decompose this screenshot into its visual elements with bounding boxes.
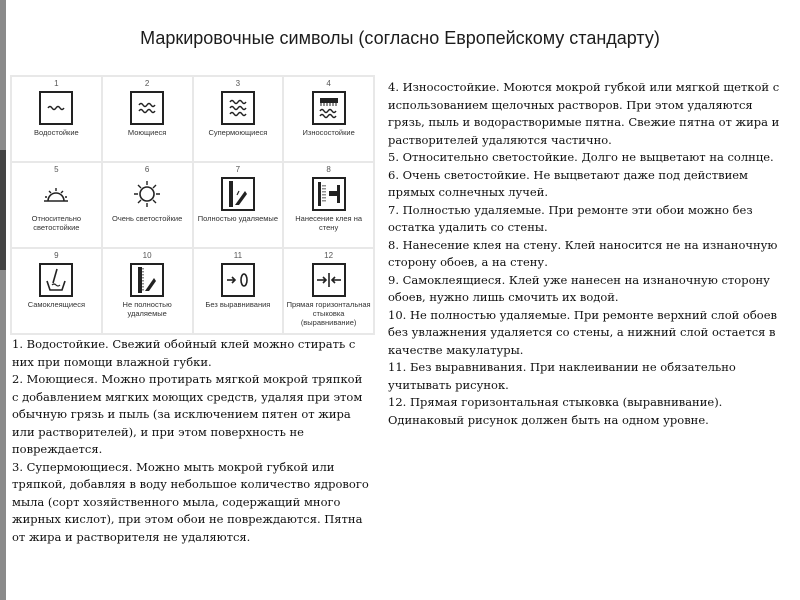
partial-peel-icon xyxy=(130,263,164,297)
symbol-number: 6 xyxy=(144,165,150,174)
symbol-number: 10 xyxy=(142,251,152,260)
symbol-number: 4 xyxy=(326,79,331,88)
symbol-cell-4 xyxy=(284,77,373,161)
symbol-number: 8 xyxy=(326,165,331,174)
symbol-label: Прямая горизонтальная стыковка (выравнивание) xyxy=(286,300,371,327)
description-item-11: 11. Без выравнивания. При наклеивании не обязательно учитывать рисунок. xyxy=(388,360,736,392)
left-description xyxy=(12,336,372,546)
symbol-label: Относительно светостойкие xyxy=(31,214,82,232)
symbol-label: Водостойкие xyxy=(34,128,79,137)
symbol-cell-2 xyxy=(103,77,192,161)
description-item-5: 5. Относительно светостойкие. Долго не выцветают на солнце. xyxy=(388,150,774,164)
description-item-3: 3. Супермоющиеся. Можно мыть мокрой губкой или тряпкой, добавляя в воду небольшое количество ядрового мыла (сорт хозяйственного мыла, содержащий много жирных кислот), при этом обои не повреждаются. Пятна от жира и растворителя не удаляются. xyxy=(12,459,369,544)
left-decorative-bar-accent xyxy=(0,150,6,270)
symbol-cell-12 xyxy=(284,249,373,333)
peel-icon xyxy=(221,177,255,211)
symbol-label: Очень светостойкие xyxy=(112,214,183,223)
symbol-cell-8 xyxy=(284,163,373,247)
brush-waves-icon xyxy=(312,91,346,125)
description-item-9: 9. Самоклеящиеся. Клей уже нанесен на изнаночную сторону обоев, нужно лишь смочить их водой. xyxy=(388,272,770,304)
symbol-label: Супермоющиеся xyxy=(208,128,268,137)
symbol-cell-3 xyxy=(194,77,283,161)
symbol-label: Полностью удаляемые xyxy=(197,214,278,223)
symbol-cell-10 xyxy=(103,249,192,333)
page-title: Маркировочные символы (согласно Европейскому стандарту) xyxy=(140,28,660,48)
symbol-label: Самоклеящиеся xyxy=(27,300,86,309)
symbol-number: 2 xyxy=(144,79,150,88)
symbol-cell-7 xyxy=(194,163,283,247)
sun-icon xyxy=(130,177,164,211)
symbol-number: 5 xyxy=(54,165,59,174)
symbol-label: Не полностью удаляемые xyxy=(122,300,172,318)
symbol-label: Нанесение клея на стену xyxy=(295,214,363,232)
half-sun-icon xyxy=(39,177,73,211)
description-item-4: 4. Износостойкие. Моются мокрой губкой или мягкой щеткой с использованием щелочных растворов. При этом удаляются грязь, пыль и водорастворимые пятна. Свежие пятна от жира и растворителей удаляются частично. xyxy=(388,80,780,147)
wave-double-icon xyxy=(130,91,164,125)
description-item-8: 8. Нанесение клея на стену. Клей наносится не на изнаночную сторону обоев, а на стену. xyxy=(388,237,778,269)
symbol-cell-9 xyxy=(12,249,101,333)
symbol-label: Без выравнивания xyxy=(205,300,271,309)
water-bath-icon xyxy=(39,263,73,297)
description-item-7: 7. Полностью удаляемые. При ремонте эти обои можно без остатка удалить со стены. xyxy=(388,202,753,234)
symbols-grid xyxy=(10,75,375,335)
glue-wall-icon xyxy=(312,177,346,211)
symbol-cell-1 xyxy=(12,77,101,161)
symbol-number: 11 xyxy=(233,251,243,260)
symbol-number: 3 xyxy=(235,79,241,88)
symbol-number: 7 xyxy=(235,165,241,174)
description-item-10: 10. Не полностью удаляемые. При ремонте верхний слой обоев без увлажнения удаляется со стены, а нижний слой остается в качестве макулатуры. xyxy=(388,307,777,357)
symbol-number: 1 xyxy=(54,79,59,88)
symbol-cell-11 xyxy=(194,249,283,333)
left-decorative-bar xyxy=(0,0,6,600)
arrows-bar-icon xyxy=(312,263,346,297)
symbol-label: Моющиеся xyxy=(127,128,167,137)
wave-triple-icon xyxy=(221,91,255,125)
symbol-number: 9 xyxy=(54,251,59,260)
description-item-12: 12. Прямая горизонтальная стыковка (выравнивание). Одинаковый рисунок должен быть на одном уровне. xyxy=(388,395,723,427)
description-item-1: 1. Водостойкие. Свежий обойный клей можно стирать с них при помощи влажной губки. xyxy=(12,337,356,369)
symbol-number: 12 xyxy=(324,251,334,260)
symbol-cell-6 xyxy=(103,163,192,247)
symbol-label: Износостойкие xyxy=(302,128,355,137)
description-item-6: 6. Очень светостойкие. Не выцветают даже под действием прямых солнечных лучей. xyxy=(388,167,748,199)
arrow-zero-icon xyxy=(221,263,255,297)
symbol-cell-5 xyxy=(12,163,101,247)
right-description xyxy=(388,79,783,429)
description-item-2: 2. Моющиеся. Можно протирать мягкой мокрой тряпкой с добавлением мягких моющих средств, удаляя при этом обычную грязь и пыль (за исключением пятен от жира или растворителей), и при этом поверхность не повреждается. xyxy=(12,372,363,456)
wave-single-icon xyxy=(39,91,73,125)
